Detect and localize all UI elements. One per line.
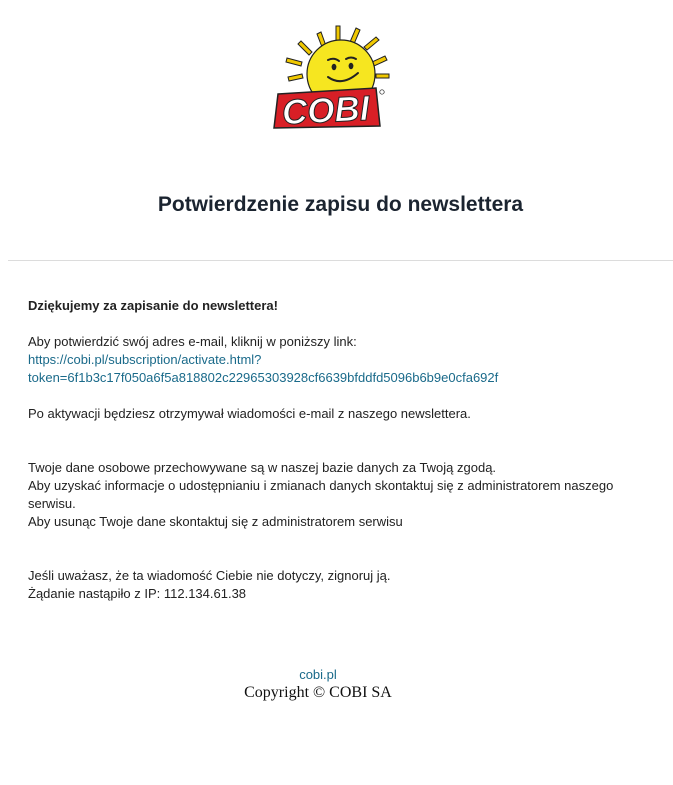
email-body xyxy=(28,297,643,603)
instruction-text: Aby potwierdzić swój adres e-mail, kliknij w poniższy link: xyxy=(28,334,357,349)
thanks-heading: Dziękujemy za zapisanie do newslettera! xyxy=(28,298,278,313)
divider xyxy=(8,260,673,261)
ignore-note: Jeśli uważasz, że ta wiadomość Ciebie nie dotyczy, zignoruj ją. xyxy=(28,568,391,583)
activation-link-line2: token=6f1b3c17f050a6f5a818802c22965303928cf6639bfddfd5096b6b9e0cfa692f xyxy=(28,370,499,385)
cobi-logo xyxy=(268,22,413,134)
after-activation-text: Po aktywacji będziesz otrzymywał wiadomości e-mail z naszego newslettera. xyxy=(28,406,471,421)
footer-copyright: Copyright © COBI SA xyxy=(244,684,392,701)
logo-wordmark: COBI xyxy=(280,88,371,133)
request-ip: Żądanie nastąpiło z IP: 112.134.61.38 xyxy=(28,586,247,601)
activation-link[interactable] xyxy=(28,352,498,385)
page-title: Potwierdzenie zapisu do newslettera xyxy=(157,193,524,216)
privacy-text-2: Aby uzyskać informacje o udostępnianiu i zmianach danych skontaktuj się z administratorem naszego serwisu. xyxy=(28,478,614,511)
privacy-text-3: Aby usunąc Twoje dane skontaktuj się z administratorem serwisu xyxy=(28,514,403,529)
cobi-sun-logo-icon xyxy=(268,22,413,134)
activation-link-line1: https://cobi.pl/subscription/activate.html? xyxy=(28,352,262,367)
footer-site-link[interactable]: cobi.pl xyxy=(299,667,337,682)
privacy-text-1: Twoje dane osobowe przechowywane są w naszej bazie danych za Twoją zgodą. xyxy=(28,460,497,475)
